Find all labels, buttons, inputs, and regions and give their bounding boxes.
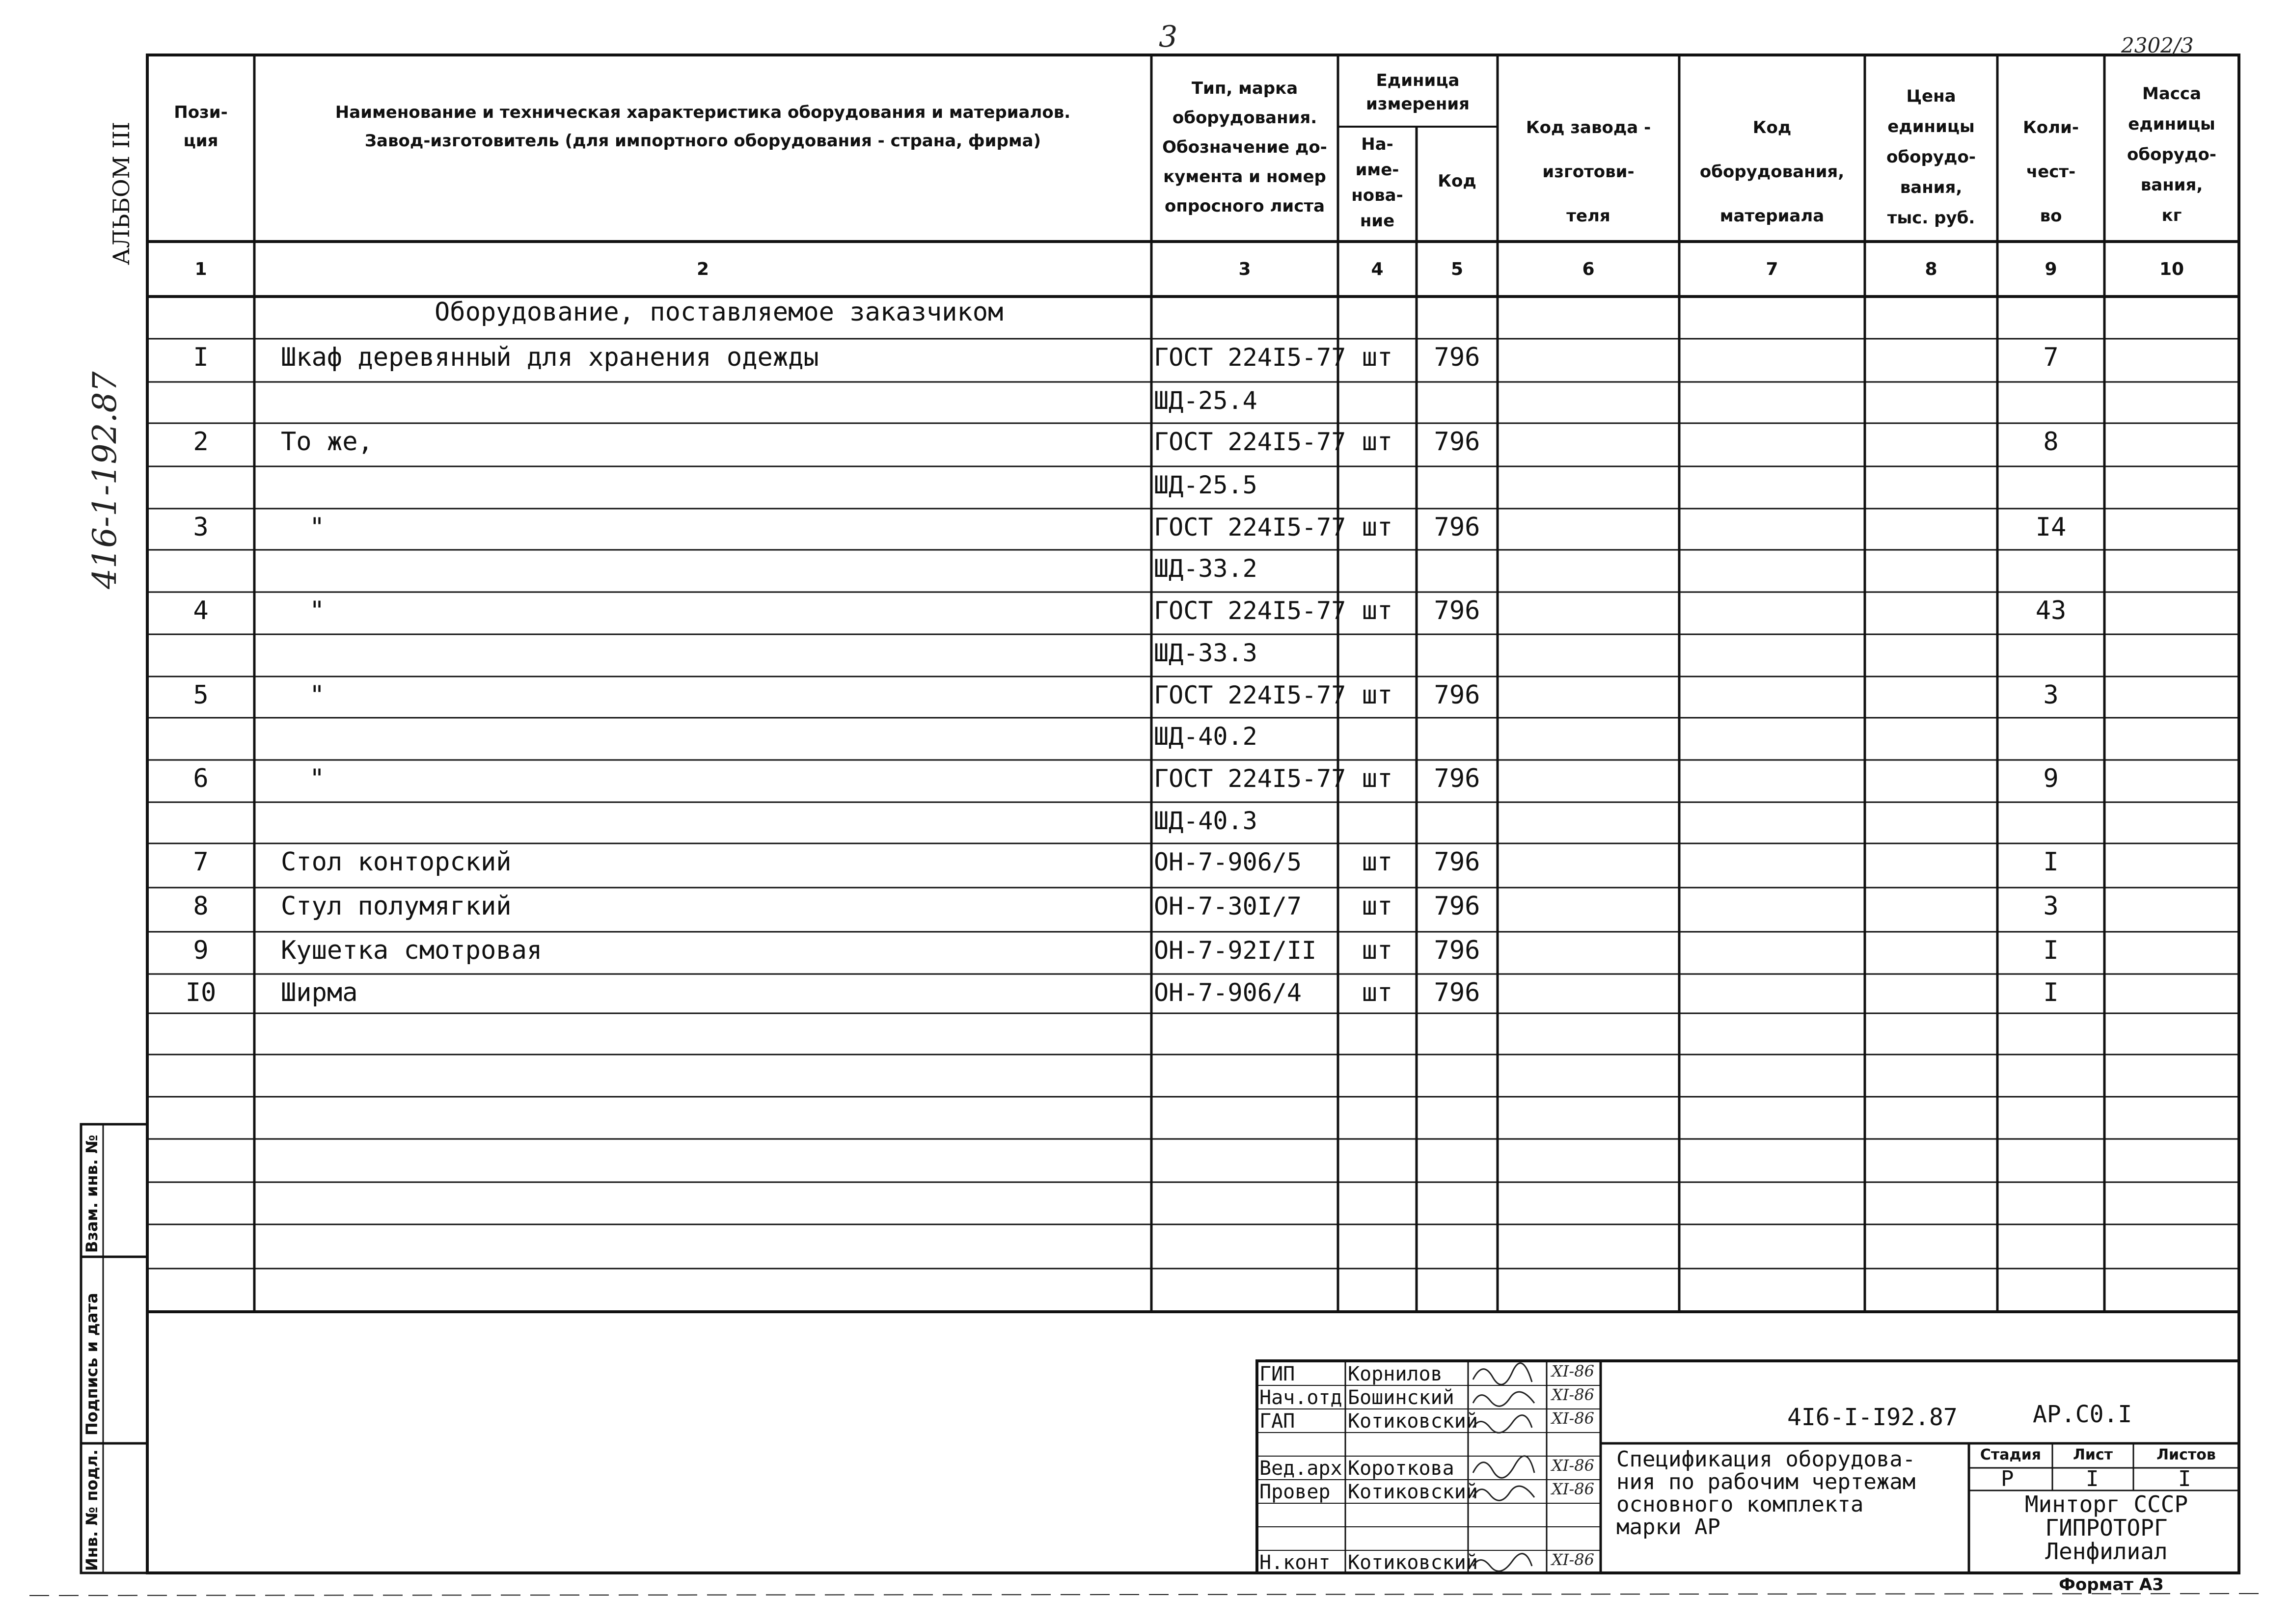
tb-date: XI-86 <box>1552 1385 1594 1404</box>
row-qty: 3 <box>2043 892 2059 921</box>
colnum-10: 10 <box>2159 259 2184 279</box>
stamp-podpis: Подпись и дата <box>82 1293 101 1435</box>
row-code: 796 <box>1434 427 1480 457</box>
row-type-model: ШД-40.3 <box>1154 807 1257 835</box>
album-label: АЛЬБОМ III <box>108 122 135 265</box>
row-name: " <box>309 764 325 793</box>
row-qty: I <box>2043 936 2059 965</box>
colnum-9: 9 <box>2045 259 2057 279</box>
row-qty: 9 <box>2043 764 2059 793</box>
tb-date: XI-86 <box>1552 1480 1594 1498</box>
row-qty: 7 <box>2043 343 2059 372</box>
row-pos: 2 <box>193 427 209 457</box>
colnum-4: 4 <box>1371 259 1384 279</box>
tb-date: XI-86 <box>1552 1550 1594 1569</box>
row-pos: 3 <box>193 513 209 542</box>
row-type: ГОСТ 224I5-77 <box>1154 428 1346 456</box>
row-pos: I0 <box>185 978 217 1007</box>
row-name: Кушетка смотровая <box>281 936 543 965</box>
row-unit: шт <box>1362 892 1393 921</box>
tb-role: Провер <box>1259 1481 1331 1503</box>
header-unit-code: Код <box>1438 171 1476 191</box>
tb-name: Бошинский <box>1348 1386 1454 1409</box>
doc-title: Спецификация оборудова- ния по рабочим чертежам основного комплекта марки АР <box>1616 1447 1916 1540</box>
row-pos: 4 <box>193 596 209 625</box>
tb-role: Н.конт <box>1259 1551 1331 1574</box>
header-name: Наименование и техническая характеристика оборудования и материалов. Завод-изготовитель (для импортного оборудования - страна, фирма) <box>335 103 1071 151</box>
stamp-inv-podl: Инв. № подл. <box>82 1449 101 1571</box>
row-qty: 43 <box>2035 596 2067 625</box>
row-pos: 6 <box>193 764 209 793</box>
row-type: ГОСТ 224I5-77 <box>1154 596 1346 625</box>
row-type: ГОСТ 224I5-77 <box>1154 343 1346 372</box>
row-qty: 3 <box>2043 680 2059 710</box>
row-unit: шт <box>1362 978 1393 1007</box>
header-unit-group: Единица измерения <box>1366 71 1470 114</box>
stage-label: Стадия <box>1980 1446 2042 1463</box>
project-code-vertical: 416-1-192.87 <box>86 371 124 589</box>
tb-name: Котиковский <box>1348 1551 1478 1574</box>
header-unit-name: На- име- нова- ние <box>1351 135 1403 231</box>
row-type: ГОСТ 224I5-77 <box>1154 681 1346 709</box>
tb-role: Вед.арх <box>1259 1457 1342 1480</box>
row-type-model: ШД-33.3 <box>1154 639 1257 667</box>
header-type: Тип, марка оборудования. Обозначение до- кумента и номер опросного листа <box>1162 79 1327 216</box>
row-unit: шт <box>1362 764 1393 793</box>
row-type: ОН-7-906/4 <box>1154 978 1302 1007</box>
row-unit: шт <box>1362 680 1393 710</box>
tb-name: Короткова <box>1348 1457 1454 1480</box>
organization: Минторг СССР ГИПРОТОРГ Ленфилиал <box>2024 1491 2188 1565</box>
row-type-model: ШД-40.2 <box>1154 722 1257 751</box>
tb-role: Нач.отд <box>1259 1386 1342 1409</box>
colnum-7: 7 <box>1766 259 1778 279</box>
row-pos: 5 <box>193 680 209 710</box>
sheets-label: Листов <box>2156 1446 2216 1463</box>
row-type: ОН-7-30I/7 <box>1154 892 1302 920</box>
row-type-model: ШД-25.4 <box>1154 386 1257 415</box>
row-qty: 8 <box>2043 427 2059 457</box>
row-type: ОН-7-92I/II <box>1154 936 1317 965</box>
doc-code: 4I6-I-I92.87 <box>1787 1404 1958 1431</box>
tb-name: Котиковский <box>1348 1481 1478 1503</box>
tb-name: Корнилов <box>1348 1363 1443 1385</box>
row-code: 796 <box>1434 343 1480 372</box>
row-pos: I <box>193 343 209 372</box>
tb-date: XI-86 <box>1552 1456 1594 1475</box>
header-mass: Масса единицы оборудо- вания, кг <box>2127 84 2216 225</box>
row-name: То же, <box>281 427 373 457</box>
colnum-6: 6 <box>1582 259 1595 279</box>
row-unit: шт <box>1362 513 1393 542</box>
row-name: " <box>309 680 325 710</box>
stage-value: Р <box>2001 1466 2014 1491</box>
header-factory-code: Код завода - изготови- теля <box>1526 118 1651 226</box>
colnum-1: 1 <box>194 259 207 279</box>
header-pos: Пози- ция <box>174 103 228 151</box>
colnum-8: 8 <box>1925 259 1937 279</box>
row-unit: шт <box>1362 596 1393 625</box>
format-label: Формат А3 <box>2059 1575 2164 1595</box>
section-title: Оборудование, поставляемое заказчиком <box>435 298 1004 327</box>
row-type: ГОСТ 224I5-77 <box>1154 513 1346 541</box>
page-number: 3 <box>1159 20 1178 54</box>
row-code: 796 <box>1434 680 1480 710</box>
tb-role: ГИП <box>1259 1363 1295 1385</box>
row-qty: I <box>2043 847 2059 877</box>
row-name: Шкаф деревянный для хранения одежды <box>281 343 819 372</box>
header-qty: Коли- чест- во <box>2023 118 2079 226</box>
tb-date: XI-86 <box>1552 1409 1594 1428</box>
row-unit: шт <box>1362 936 1393 965</box>
row-type: ОН-7-906/5 <box>1154 848 1302 876</box>
row-code: 796 <box>1434 847 1480 877</box>
tb-date: XI-86 <box>1552 1362 1594 1380</box>
header-equip-code: Код оборудования, материала <box>1699 118 1845 226</box>
row-type: ГОСТ 224I5-77 <box>1154 764 1346 793</box>
tb-name: Котиковский <box>1348 1410 1478 1433</box>
row-type-model: ШД-25.5 <box>1154 471 1257 499</box>
row-unit: шт <box>1362 343 1393 372</box>
tb-role: ГАП <box>1259 1410 1295 1433</box>
row-unit: шт <box>1362 427 1393 457</box>
stamp-zam-inv: Взам. инв. № <box>82 1135 101 1253</box>
sheet-label: Лист <box>2073 1446 2113 1463</box>
row-pos: 9 <box>193 936 209 965</box>
row-name: Ширма <box>281 978 358 1007</box>
row-type-model: ШД-33.2 <box>1154 554 1257 583</box>
row-name: " <box>309 513 325 542</box>
row-qty: I <box>2043 978 2059 1007</box>
row-code: 796 <box>1434 978 1480 1007</box>
row-code: 796 <box>1434 764 1480 793</box>
row-code: 796 <box>1434 513 1480 542</box>
row-unit: шт <box>1362 847 1393 877</box>
colnum-2: 2 <box>696 259 709 279</box>
row-code: 796 <box>1434 596 1480 625</box>
row-qty: I4 <box>2035 513 2067 542</box>
sheet-value: I <box>2086 1466 2099 1491</box>
colnum-5: 5 <box>1450 259 1464 279</box>
row-pos: 8 <box>193 892 209 921</box>
sheet-code: АР.С0.I <box>2033 1401 2132 1428</box>
row-name: Стул полумягкий <box>281 892 512 921</box>
header-price: Цена единицы оборудо- вания, тыс. руб. <box>1886 86 1976 228</box>
row-name: " <box>309 596 325 625</box>
row-code: 796 <box>1434 892 1480 921</box>
row-pos: 7 <box>193 847 209 877</box>
colnum-3: 3 <box>1238 259 1251 279</box>
row-name: Стол конторский <box>281 847 512 877</box>
sheets-value: I <box>2178 1466 2191 1491</box>
row-code: 796 <box>1434 936 1480 965</box>
corner-code: 2302/3 <box>2121 33 2194 57</box>
